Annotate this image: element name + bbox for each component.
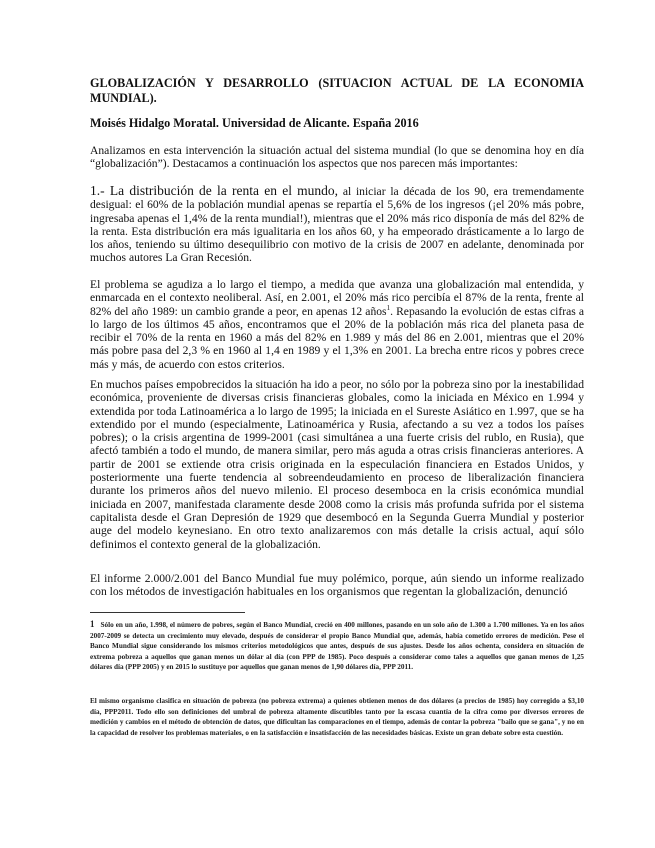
footnote-divider [90,612,245,613]
paragraph-2-text-b: . Repasando la evolución de estas cifras a lo largo de los últimos 45 años, encontramos que el 20% de la población más rica del planeta pasa de recibir el 70% de la renta en 1960 a más del 82% en 1.989 y más del 86 en 2.001, mientras que el 20% más pobre pasa del 2,3 % en 1960 al 1,4 en 1989 y el 1,3% en 2001. La brecha entre ricos y pobres crece más y más, de acuerdo con estos criterios. [90,304,584,371]
paragraph-3: En muchos países empobrecidos la situación ha ido a peor, no sólo por la pobreza sino por la inestabilidad económica, proveniente de diversas crisis financieras globales, como la iniciada en México en 1.994 y extendida por toda Latinoamérica a lo largo de 1995; la iniciada en el Sureste Asiático en 1.997, que se ha extendido por el mundo (especialmente, Latinoamérica y Rusia, afectando a su vez a todos los países pobres); o la crisis argentina de 1999-2001 (casi simultánea a una fuerte crisis del rublo, en Rusia), que afectó también a todo el mundo, de manera similar, pero más aguda a otras crisis financieras anteriores. A partir de 2001 se extiende otra crisis originada en la especulación financiera en Estados Unidos, y posteriormente una fuerte tendencia al sobreendeudamiento en proceso de liberalización financiera durante los primeros años del nuevo milenio. El proceso desemboca en la crisis económica mundial iniciada en 2007, manifestada claramente desde 2008 como la crisis más profunda sufrida por el sistema capitalista desde el Gran Depresión de 1929 que desembocó en la Segunda Guerra Mundial y posterior auge del modelo keynesiano. En otro texto analizaremos con más detalle la crisis actual, aquí sólo definimos el contexto general de la globalización. [90,378,584,551]
paragraph-2-text-a: El problema se agudiza a lo largo el tiempo, a medida que avanza una globalización mal entendida, y enmarcada en el contexto neoliberal. Así, en 2.001, el 20% más rico percibía el 87% de la renta, frente al 82% del año 1989: un cambio grande a peor, en apenas 12 años [90,278,584,318]
footnote-1-text: Sólo en un año, 1.998, el número de pobres, según el Banco Mundial, creció en 400 millones, pasando en un solo año de 1.300 a 1.700 millones. Ya en los años 2007-2009 se detecta un crecimiento muy elevado, después de considerar el propio Banco Mundial que, además, había cometido errores de medición. Pese el Banco Mundial sigue considerando los mismos criterios metodológicos que antes, después de sus ajustes. Desde los años ochenta, considera en situación de extrema pobreza a aquellos que ganan menos un dólar al día (con PPP de 1985). Poco después a considerar como tales a aquellos que ganan menos de 1,25 dólares día (PPP 2005) y en 2015 lo sustituye por aquellos que ganan menos de 1,90 dólares día, PPP 2011. [90,621,584,671]
footnote-1 [90,619,584,673]
document-title: GLOBALIZACIÓN Y DESARROLLO (SITUACION ACTUAL DE LA ECONOMIA MUNDIAL). [90,76,584,105]
footnote-1-number: 1 [90,619,95,629]
section-1-paragraph [90,184,584,265]
section-1-heading: 1.- La distribución de la renta en el mundo, [90,183,339,198]
footnote-2: El mismo organismo clasifica en situación de pobreza (no pobreza extrema) a quienes obtienen menos de dos dólares (a precios de 1985) hoy corregido a $3,10 día, PPP2011. Todo ello son definiciones del umbral de pobreza altamente discutibles tanto por la escasa cuantía de la cifra como por diversos errores de medición y cambios en el método de obtención de datos, que dificultan las comparaciones en el tiempo, además de contar la pobreza "bailo que se gana", y no en la capacidad de resolver los problemas materiales, o en la satisfacción e insatisfacción de las necesidades básicas. Existe un gran debate sobre esta cuestión. [90,697,584,737]
section-1-text: al iniciar la década de los 90, era tremendamente desigual: el 60% de la población mundial apenas se repartía el 5,6% de los ingresos (¡el 20% más pobre, ingresaba apenas el 1,4% de la renta mundial!), mientras que el 20% más rico disponía de más del 82% de la renta. Esta distribución era más igualitaria en los años 60, y ha empeorado drásticamente a lo largo de los años, teniendo su último desequilibrio con motivo de la crisis de 2007 en adelante, denominada por muchos autores La Gran Recesión. [90,185,584,265]
footnote-ref-1[interactable]: 1 [386,303,391,312]
author-line: Moisés Hidalgo Moratal. Universidad de Alicante. España 2016 [90,116,419,130]
intro-paragraph: Analizamos en esta intervención la situación actual del sistema mundial (lo que se denomina hoy en día “globalización”). Destacamos a continuación los aspectos que nos parecen más importantes: [90,144,584,171]
paragraph-2 [90,278,584,371]
paragraph-4: El informe 2.000/2.001 del Banco Mundial fue muy polémico, porque, aún siendo un informe realizado con los métodos de investigación habituales en los organismos que regentan la globalización, denunció [90,572,584,599]
